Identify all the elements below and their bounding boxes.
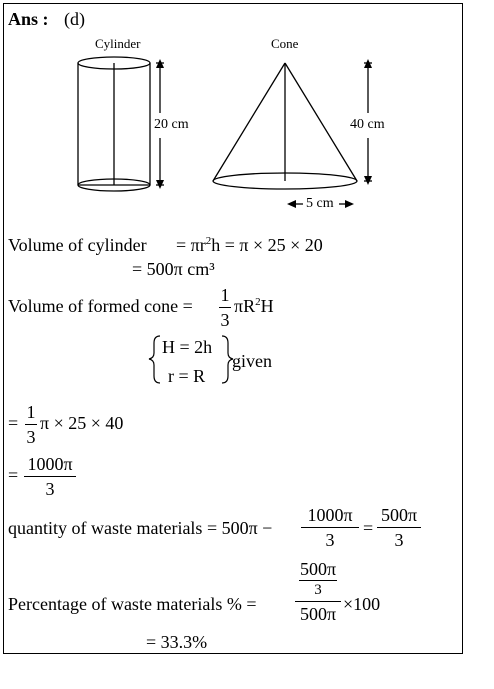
- volume-cylinder-result: = 500π cm³: [132, 259, 215, 279]
- cylinder-label: Cylinder: [95, 36, 141, 51]
- volume-cylinder-expression: = $\pi r^2h = \pi \times 25 \times 20$: [176, 235, 323, 255]
- cylinder-height-label: 20 cm: [154, 117, 189, 132]
- volume-cylinder-label: Volume of cylinder: [8, 235, 147, 255]
- cone-height-label: 40 cm: [350, 117, 385, 132]
- volume-cone-expression: $\pi R^2H$: [234, 296, 274, 316]
- given-label: given: [232, 351, 272, 371]
- step2-fraction: 1000π 3: [24, 455, 76, 498]
- percentage-fraction: [295, 560, 341, 623]
- step1-equals: =: [8, 413, 19, 433]
- step1-fraction: 1 3: [26, 402, 36, 447]
- step2-equals: =: [8, 465, 19, 485]
- step1-expression: π × 25 × 40: [40, 413, 124, 433]
- waste-fraction-1: 1000π 3: [301, 506, 359, 549]
- waste-fraction-2: 500π 3: [377, 506, 421, 549]
- percentage-result: = 33.3%: [146, 632, 208, 652]
- answer-label: Ans :: [8, 9, 49, 29]
- given-r-relation: r = R: [168, 366, 206, 386]
- waste-equals: =: [363, 518, 374, 538]
- cone-radius-label: 5 cm: [306, 196, 334, 211]
- volume-cone-label: Volume of formed cone =: [8, 296, 193, 316]
- percentage-inner-denominator: 3: [314, 582, 322, 598]
- waste-label: quantity of waste materials = 500π −: [8, 518, 273, 538]
- volume-cone-fraction: 1 3: [220, 285, 230, 330]
- percentage-denominator: 500π: [299, 604, 337, 624]
- given-h-relation: H = 2h: [162, 337, 213, 357]
- percentage-label: Percentage of waste materials % =: [8, 594, 257, 614]
- answer-value: (d): [64, 9, 85, 29]
- percentage-inner-numerator: 500π: [299, 559, 337, 579]
- cone-label: Cone: [271, 36, 299, 51]
- percentage-multiplier: ×100: [343, 594, 381, 614]
